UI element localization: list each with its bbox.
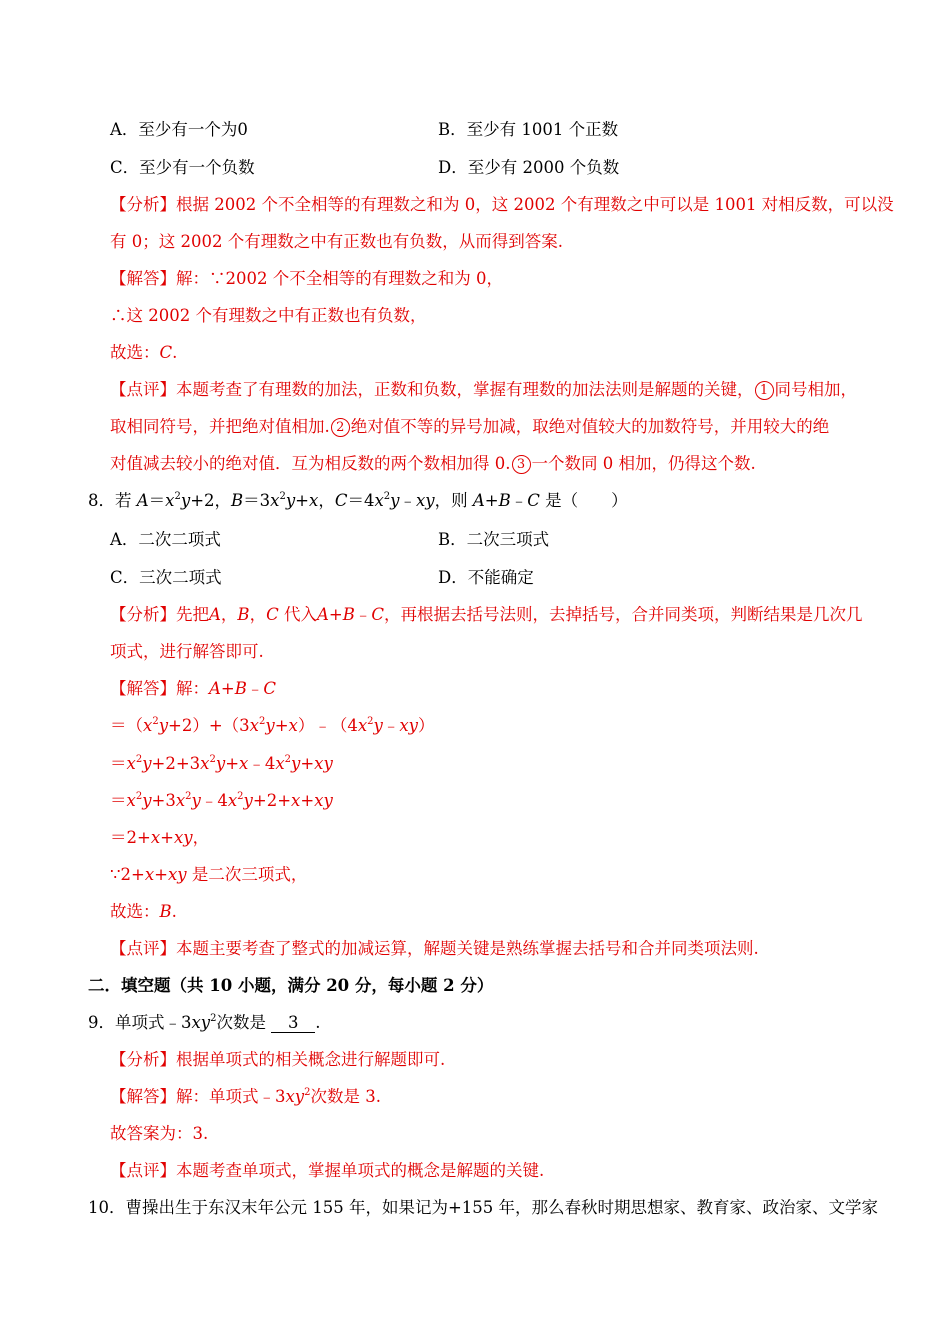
q7-solution-line-2: ∴这 2002 个有理数之中有正数也有负数， (110, 306, 427, 325)
analysis-text: 先把 (176, 605, 209, 624)
q9-stem-text: 9．单项式﹣3 (88, 1013, 192, 1032)
q7-option-b: B．至少有 1001 个正数 (438, 120, 619, 139)
q9-stem-end: . (315, 1013, 321, 1032)
q8-stem-tail: 是（ ） (545, 491, 628, 510)
solution-text: 解： (176, 679, 209, 698)
circled-number-2: 2 (331, 418, 350, 437)
q8-analysis-line-1: 【分析】先把A，B，C 代入A+B﹣C，再根据去括号法则，去掉括号，合并同类项，判断结果是几次几 (110, 605, 863, 624)
solution-text: 解：单项式﹣3 (176, 1087, 286, 1106)
q8-number: 8．若 (88, 491, 137, 510)
q8-choice (110, 901, 177, 923)
q8-solution-conclusion: ∵2+x+xy 是二次三项式， (110, 865, 308, 884)
q8-option-b: B．二次三项式 (438, 530, 550, 549)
comment-text: 本题考查单项式，掌握单项式的概念是解题的关键. (176, 1161, 545, 1180)
q9-answer-blank: 3 (271, 1014, 315, 1033)
q9-analysis (110, 1049, 445, 1071)
solution-text: 次数是 3. (310, 1087, 382, 1106)
q8-option-c: C．三次二项式 (110, 568, 222, 587)
q7-comment-line-3 (110, 453, 756, 475)
choice-prefix: 故选： (110, 343, 160, 362)
q8-solution-step-1: $=(x^2y+2)+(3x^2y+x)﹣(4x^2y﹣xy)$ (110, 715, 435, 735)
comment-text: 取相同符号，并把绝对值相加. (110, 417, 330, 436)
q7-comment-line-1 (110, 379, 857, 401)
analysis-tag: 【分析】 (110, 195, 176, 214)
solution-text: 解：∵2002 个不全相等的有理数之和为 0， (176, 269, 503, 288)
q8-analysis-line-2: 项式，进行解答即可. (110, 642, 264, 661)
q7-choice (110, 342, 177, 364)
q8-solution-step-2: $=x^2y+2+3x^2y+x﹣4x^2y+xy$ (110, 753, 333, 773)
q7-option-a: A．至少有一个为0 (110, 120, 248, 139)
q8-option-a: A．二次二项式 (110, 530, 221, 549)
choice-prefix: 故选： (110, 902, 160, 921)
q8-comment (110, 938, 759, 960)
comment-tag: 【点评】 (110, 939, 176, 958)
q8-solution-step-4: ＝2+x+xy， (110, 828, 210, 847)
solution-tag: 【解答】 (110, 269, 176, 288)
q8-solution-step-3: $=x^2y+3x^2y﹣4x^2y+2+x+xy$ (110, 790, 333, 810)
q7-analysis-line-2: 有 0；这 2002 个有理数之中有正数也有负数，从而得到答案. (110, 232, 563, 251)
conclusion-text: 是二次三项式， (191, 865, 308, 884)
choice-suffix: . (172, 343, 178, 362)
analysis-text: 根据 2002 个不全相等的有理数之和为 0，这 2002 个有理数之中可以是 1001 对相反数，可以没 (176, 195, 894, 214)
solution-tag: 【解答】 (110, 679, 176, 698)
choice-letter: C (159, 343, 173, 362)
comment-tag: 【点评】 (110, 380, 176, 399)
q8-option-d: D．不能确定 (438, 568, 534, 587)
comment-text: 本题考查了有理数的加法，正数和负数，掌握有理数的加法法则是解题的关键， (176, 380, 754, 399)
analysis-text: 代入 (283, 605, 317, 624)
q9-stem-text: 次数是 (216, 1013, 272, 1032)
comment-text: 绝对值不等的异号加减，取绝对值较大的加数符号，并用较大的绝 (350, 417, 830, 436)
section-title: 二．填空题（共 10 小题，满分 20 分，每小题 2 分） (88, 976, 494, 995)
comment-text: 对值减去较小的绝对值．互为相反数的两个数相加得 0. (110, 454, 511, 473)
q8-solution-line-1: 【解答】解：A+B﹣C (110, 679, 277, 698)
choice-letter: B (159, 902, 172, 921)
q7-option-d: D．至少有 2000 个负数 (438, 158, 620, 177)
analysis-tag: 【分析】 (110, 1050, 176, 1069)
comment-text: 本题主要考查了整式的加减运算，解题关键是熟练掌握去括号和合并同类项法则. (176, 939, 759, 958)
q9-stem: 9．单项式$﹣3xy^2$次数是 3 . (88, 1012, 321, 1032)
q7-option-c: C．至少有一个负数 (110, 158, 255, 177)
analysis-text: 根据单项式的相关概念进行解题即可. (176, 1050, 446, 1069)
comment-text: 同号相加， (774, 380, 857, 399)
solution-tag: 【解答】 (110, 1087, 176, 1106)
q10-stem: 10．曹操出生于东汉末年公元 155 年，如果记为+155 年，那么春秋时期思想家、教育家、政治家、文学家 (88, 1198, 879, 1217)
q7-solution-line-1 (110, 268, 503, 290)
circled-number-3: 3 (512, 455, 531, 474)
comment-text: 一个数同 0 相加，仍得这个数. (531, 454, 756, 473)
analysis-tag: 【分析】 (110, 605, 176, 624)
q9-solution: 【解答】解：单项式$﹣3xy^2$次数是 3. (110, 1086, 382, 1106)
q9-comment (110, 1160, 544, 1182)
circled-number-1: 1 (755, 381, 774, 400)
comment-tag: 【点评】 (110, 1161, 176, 1180)
q7-analysis-line-1 (110, 194, 894, 216)
analysis-text: ，再根据去括号法则，去掉括号，合并同类项，判断结果是几次几 (383, 605, 863, 624)
q9-final-answer: 故答案为：3. (110, 1124, 209, 1143)
choice-suffix: . (171, 902, 177, 921)
q8-stem: 8．若 $A=x^2y+2$，$B=3x^2y+x$，$C=4x^2y﹣xy$，则 A+B﹣C 是（ ） (88, 490, 628, 510)
q7-comment-line-2 (110, 416, 829, 438)
